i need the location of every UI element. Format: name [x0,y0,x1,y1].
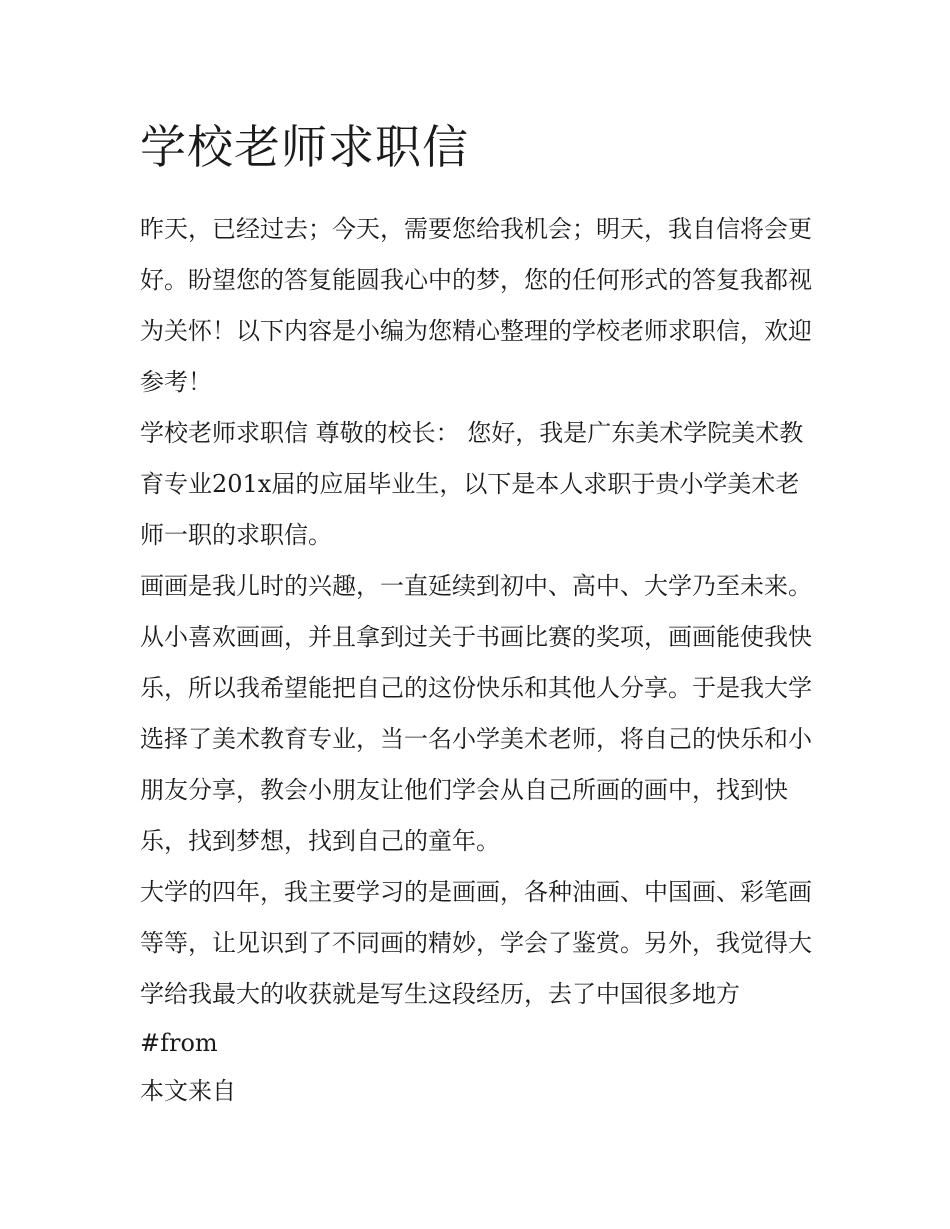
paragraph-intro: 昨天，已经过去；今天，需要您给我机会；明天，我自信将会更好。盼望您的答复能圆我心中的梦，您的任何形式的答复我都视为关怀！以下内容是小编为您精心整理的学校老师求职信，欢迎参考！ [140,215,812,396]
paragraph-interest: 画画是我儿时的兴趣，一直延续到初中、高中、大学乃至未来。从小喜欢画画，并且拿到过关于书画比赛的奖项，画画能使我快乐，所以我希望能把自己的这份快乐和其他人分享。于是我大学选择了美术教育专业，当一名小学美术老师，将自己的快乐和小朋友分享，教会小朋友让他们学会从自己所画的画中，找到快乐，找到梦想，找到自己的童年。 [140,572,812,855]
from-marker: #from [140,1029,218,1057]
paragraph-university: 大学的四年，我主要学习的是画画，各种油画、中国画、彩笔画等等，让见识到了不同画的精妙，学会了鉴赏。另外，我觉得大学给我最大的收获就是写生这段经历，去了中国很多地方 [140,878,812,1008]
document-page [140,112,812,1117]
document-title: 学校老师求职信 [140,120,469,174]
paragraph-greeting: 学校老师求职信 尊敬的校长： 您好，我是广东美术学院美术教育专业201x届的应届毕业生，以下是本人求职于贵小学美术老师一职的求职信。 [140,419,804,549]
source-label: 本文来自 [140,1077,236,1105]
